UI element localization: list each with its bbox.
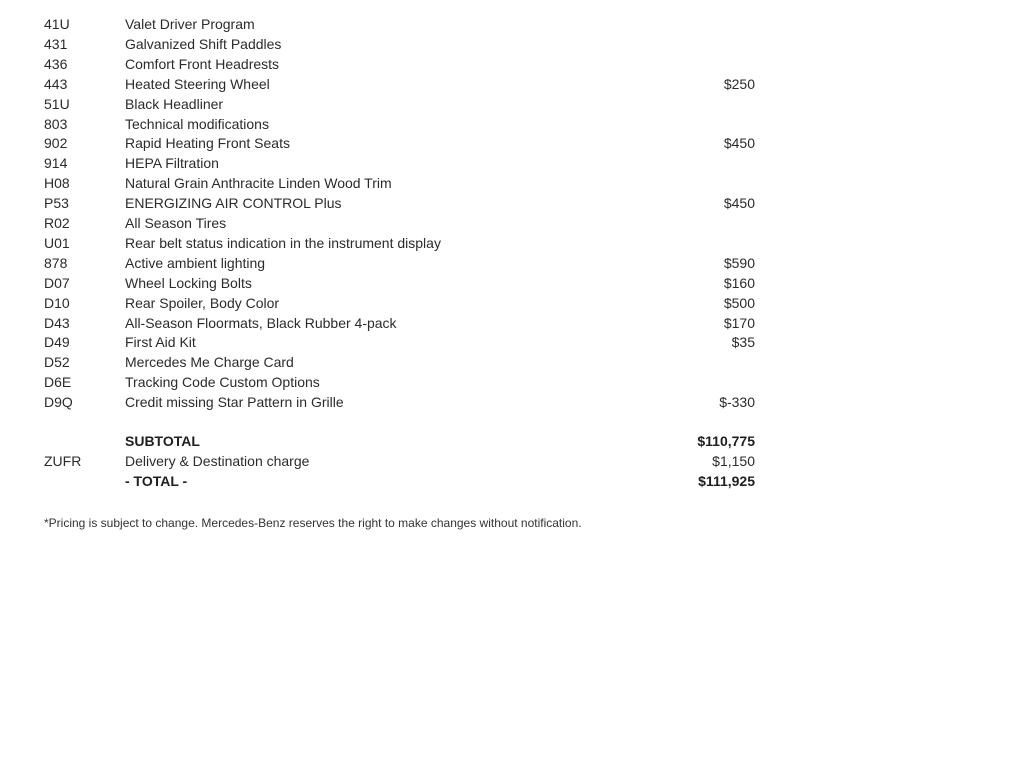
- option-price: $250: [723, 76, 755, 92]
- option-code: D10: [44, 295, 70, 311]
- line-item: [0, 313, 1024, 333]
- option-code: 878: [44, 255, 68, 271]
- delivery-value: $1,150: [712, 453, 755, 469]
- line-item: [0, 293, 1024, 313]
- option-description: Valet Driver Program: [125, 16, 255, 32]
- line-item: [0, 372, 1024, 392]
- option-description: Natural Grain Anthracite Linden Wood Trim: [125, 175, 392, 191]
- option-code: 902: [44, 135, 68, 151]
- option-description: First Aid Kit: [125, 334, 196, 350]
- subtotal-value: $110,775: [697, 433, 755, 449]
- line-item: [0, 133, 1024, 153]
- option-price: $170: [723, 315, 755, 331]
- option-price: $450: [723, 135, 755, 151]
- option-code: D9Q: [44, 394, 73, 410]
- line-item: [0, 253, 1024, 273]
- line-item: [0, 153, 1024, 173]
- line-item: [0, 94, 1024, 114]
- option-description: Wheel Locking Bolts: [125, 275, 252, 291]
- delivery-row: [0, 451, 1024, 471]
- option-code: 436: [44, 56, 68, 72]
- line-item: [0, 273, 1024, 293]
- line-item: [0, 14, 1024, 34]
- option-description: HEPA Filtration: [125, 155, 219, 171]
- option-code: P53: [44, 195, 69, 211]
- option-code: 914: [44, 155, 68, 171]
- option-code: H08: [44, 175, 70, 191]
- option-price: $450: [723, 195, 755, 211]
- option-code: 803: [44, 116, 68, 132]
- option-code: 41U: [44, 16, 70, 32]
- option-code: 51U: [44, 96, 70, 112]
- option-price: $-330: [719, 394, 755, 410]
- line-item: [0, 213, 1024, 233]
- option-description: Mercedes Me Charge Card: [125, 354, 294, 370]
- option-code: D49: [44, 334, 70, 350]
- delivery-label: Delivery & Destination charge: [125, 453, 310, 469]
- option-code: 431: [44, 36, 68, 52]
- option-description: Credit missing Star Pattern in Grille: [125, 394, 344, 410]
- subtotal-row: [0, 431, 1024, 451]
- option-description: Heated Steering Wheel: [125, 76, 270, 92]
- option-description: All-Season Floormats, Black Rubber 4-pack: [125, 315, 397, 331]
- pricing-disclaimer: *Pricing is subject to change. Mercedes-Benz reserves the right to make changes without notification.: [44, 516, 582, 530]
- option-description: Rapid Heating Front Seats: [125, 135, 290, 151]
- option-code: D43: [44, 315, 70, 331]
- total-value: $111,925: [698, 473, 755, 489]
- line-item: [0, 233, 1024, 253]
- line-item: [0, 34, 1024, 54]
- option-price: $500: [723, 295, 755, 311]
- line-item: [0, 114, 1024, 134]
- line-item: [0, 54, 1024, 74]
- option-description: All Season Tires: [125, 215, 227, 231]
- option-price: $590: [723, 255, 755, 271]
- option-code: D07: [44, 275, 70, 291]
- option-description: Tracking Code Custom Options: [125, 374, 320, 390]
- option-description: Active ambient lighting: [125, 255, 266, 271]
- delivery-code: ZUFR: [44, 453, 82, 469]
- line-item: [0, 193, 1024, 213]
- option-description: Rear belt status indication in the instrument display: [125, 235, 441, 251]
- option-description: Rear Spoiler, Body Color: [125, 295, 280, 311]
- line-item: [0, 173, 1024, 193]
- option-description: ENERGIZING AIR CONTROL Plus: [125, 195, 342, 211]
- line-item: [0, 74, 1024, 94]
- total-row: [0, 471, 1024, 491]
- option-price: $35: [731, 334, 755, 350]
- line-item: [0, 392, 1024, 412]
- subtotal-label: SUBTOTAL: [125, 433, 200, 449]
- option-code: U01: [44, 235, 70, 251]
- option-price: $160: [723, 275, 755, 291]
- option-description: Black Headliner: [125, 96, 224, 112]
- option-code: D52: [44, 354, 70, 370]
- option-description: Galvanized Shift Paddles: [125, 36, 282, 52]
- line-item: [0, 352, 1024, 372]
- total-label: - TOTAL -: [125, 473, 188, 489]
- option-code: R02: [44, 215, 70, 231]
- option-code: 443: [44, 76, 68, 92]
- option-code: D6E: [44, 374, 72, 390]
- option-description: Comfort Front Headrests: [125, 56, 280, 72]
- line-item: [0, 332, 1024, 352]
- option-description: Technical modifications: [125, 116, 269, 132]
